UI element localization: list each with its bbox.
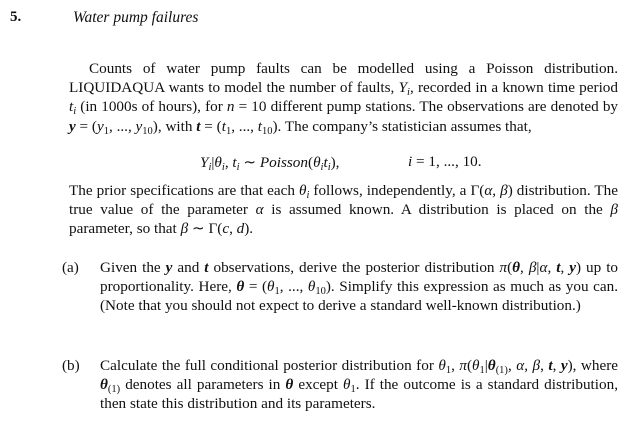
question-title: Water pump failures — [73, 9, 199, 26]
question-number: 5. — [10, 9, 22, 25]
model-formula — [200, 153, 482, 173]
part-b — [62, 356, 618, 414]
part-a-label: (a) — [62, 259, 79, 276]
part-b-label: (b) — [62, 357, 80, 374]
model-formula-index: i = 1, ..., 10. — [408, 153, 482, 170]
part-b-text: Calculate the full conditional posterior distribution for $\theta_1$, $\pi(\theta_1|\theta_{(1)}$, α, β, t, y), where $\theta_{(1)}$ denotes all parameters in θ except $\theta_1$. If the outcome is a standard distribution, then state this distribution and its parameters. — [100, 357, 619, 413]
model-formula-expression: $Y_i|\theta_i$, $t_i$ ∼ $Poisson(\theta_it_i)$, — [200, 154, 340, 173]
intro-paragraph: Counts of water pump faults can be modelled using a Poisson distribution. LIQUIDAQUA wants to model the number of faults, $Y_i$, recorded in a known time period $t_i$ (in 1000s of hours), for n = 10 different pump stations. The observations are denoted by $y = (y_1$, ..., $y_{10}$), with $t = (t_1$, ..., $t_{10}$). The company’s statistician assumes that, — [69, 60, 619, 137]
prior-paragraph: The prior specifications are that each $\theta_i$ follows, independently, a Γ(α, β) distribution. The true value of the parameter α is assumed known. A distribution is placed on the β parameter, so that β ∼ Γ(c, d). — [69, 182, 619, 238]
part-a — [62, 258, 618, 316]
part-a-text: Given the y and t observations, derive the posterior distribution π(θ, β|α, t, y) up to proportionality. Here, $\theta = (\theta_1$, ..., $\theta_{10}$). Simplify this expression as much as you can. (Note that you should not expect to derive a standard well-known distribution.) — [100, 259, 619, 315]
